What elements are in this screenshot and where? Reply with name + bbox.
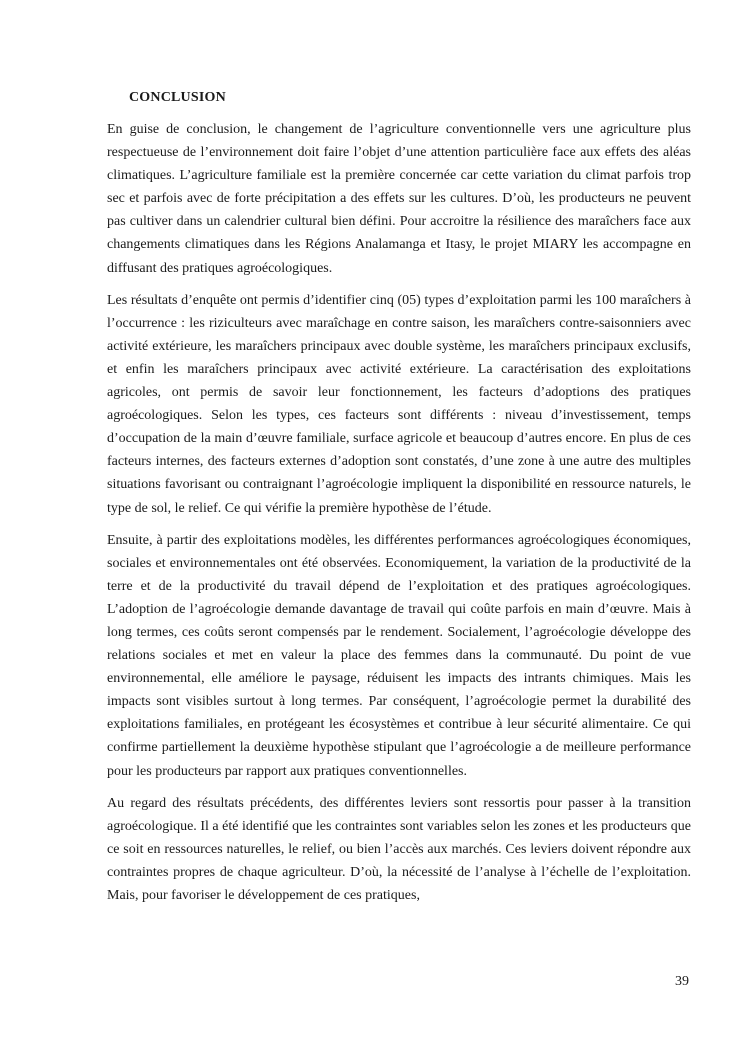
document-page [107, 90, 691, 916]
paragraph-results: Les résultats d’enquête ont permis d’identifier cinq (05) types d’exploitation parmi les 100 maraîchers à l’occurrence : les riziculteurs avec maraîchage en contre saison, les maraîchers contre-saisonniers avec activité extérieure, les maraîchers principaux avec double système, les maraîchers principaux exclusifs, et enfin les maraîchers principaux avec activité extérieure. La caractérisation des exploitations agricoles, ont permis de savoir leur fonctionnement, les facteurs d’adoptions des pratiques agroécologiques. Selon les types, ces facteurs sont différents : niveau d’investissement, temps d’occupation de la main d’œuvre familiale, surface agricole et beaucoup d’autres encore. En plus de ces facteurs internes, des facteurs externes d’adoption sont constatés, d’une zone à une autre des multiples situations favorisant ou contraignant l’agroécologie impliquent la disponibilité en ressource naturels, le type de sol, le relief. Ce qui vérifie la première hypothèse de l’étude. [107, 292, 691, 516]
page-number: 39 [675, 974, 689, 989]
paragraph-levers: Au regard des résultats précédents, des différentes leviers sont ressortis pour passer à la transition agroécologique. Il a été identifié que les contraintes sont variables selon les zones et les producteurs que ce soit en ressources naturelles, le relief, ou bien l’accès aux marchés. Ces leviers doivent répondre aux contraintes propres de chaque agriculteur. D’où, la nécessité de l’analyse à l’échelle de l’exploitation. Mais, pour favoriser le développement de ces pratiques, [107, 795, 691, 903]
paragraph-intro: En guise de conclusion, le changement de l’agriculture conventionnelle vers une agriculture plus respectueuse de l’environnement doit faire l’objet d’une attention particulière face aux effets des aléas climatiques. L’agriculture familiale est la première concernée car cette variation du climat parfois trop sec et parfois avec de forte précipitation a des effets sur les cultures. D’où, les producteurs ne peuvent pas cultiver dans un calendrier cultural bien défini. Pour accroitre la résilience des maraîchers face aux changements climatiques dans les Régions Analamanga et Itasy, le projet MIARY les accompagne en diffusant des pratiques agroécologiques. [107, 122, 691, 276]
section-heading: CONCLUSION [129, 90, 226, 105]
paragraph-performances: Ensuite, à partir des exploitations modèles, les différentes performances agroécologiques économiques, sociales et environnementales ont été observées. Economiquement, la variation de la productivité de la terre et de la productivité du travail dépend de l’exploitation et des pratiques agroécologiques. L’adoption de l’agroécologie demande davantage de travail qui coûte parfois en main d’œuvre. Mais à long termes, ces coûts seront compensés par le rendement. Socialement, l’agroécologie développe des relations sociales et met en valeur la place des femmes dans la communauté. Du point de vue environnemental, elle améliore le paysage, réduisent les impacts des intrants chimiques. Mais les impacts sont visibles surtout à long termes. Par conséquent, l’agroécologie permet la durabilité des exploitations familiales, en protégeant les écosystèmes et contribue à leur sécurité alimentaire. Ce qui confirme partiellement la deuxième hypothèse stipulant que l’agroécologie a de meilleure performance pour les producteurs par rapport aux pratiques conventionnelles. [107, 532, 691, 779]
